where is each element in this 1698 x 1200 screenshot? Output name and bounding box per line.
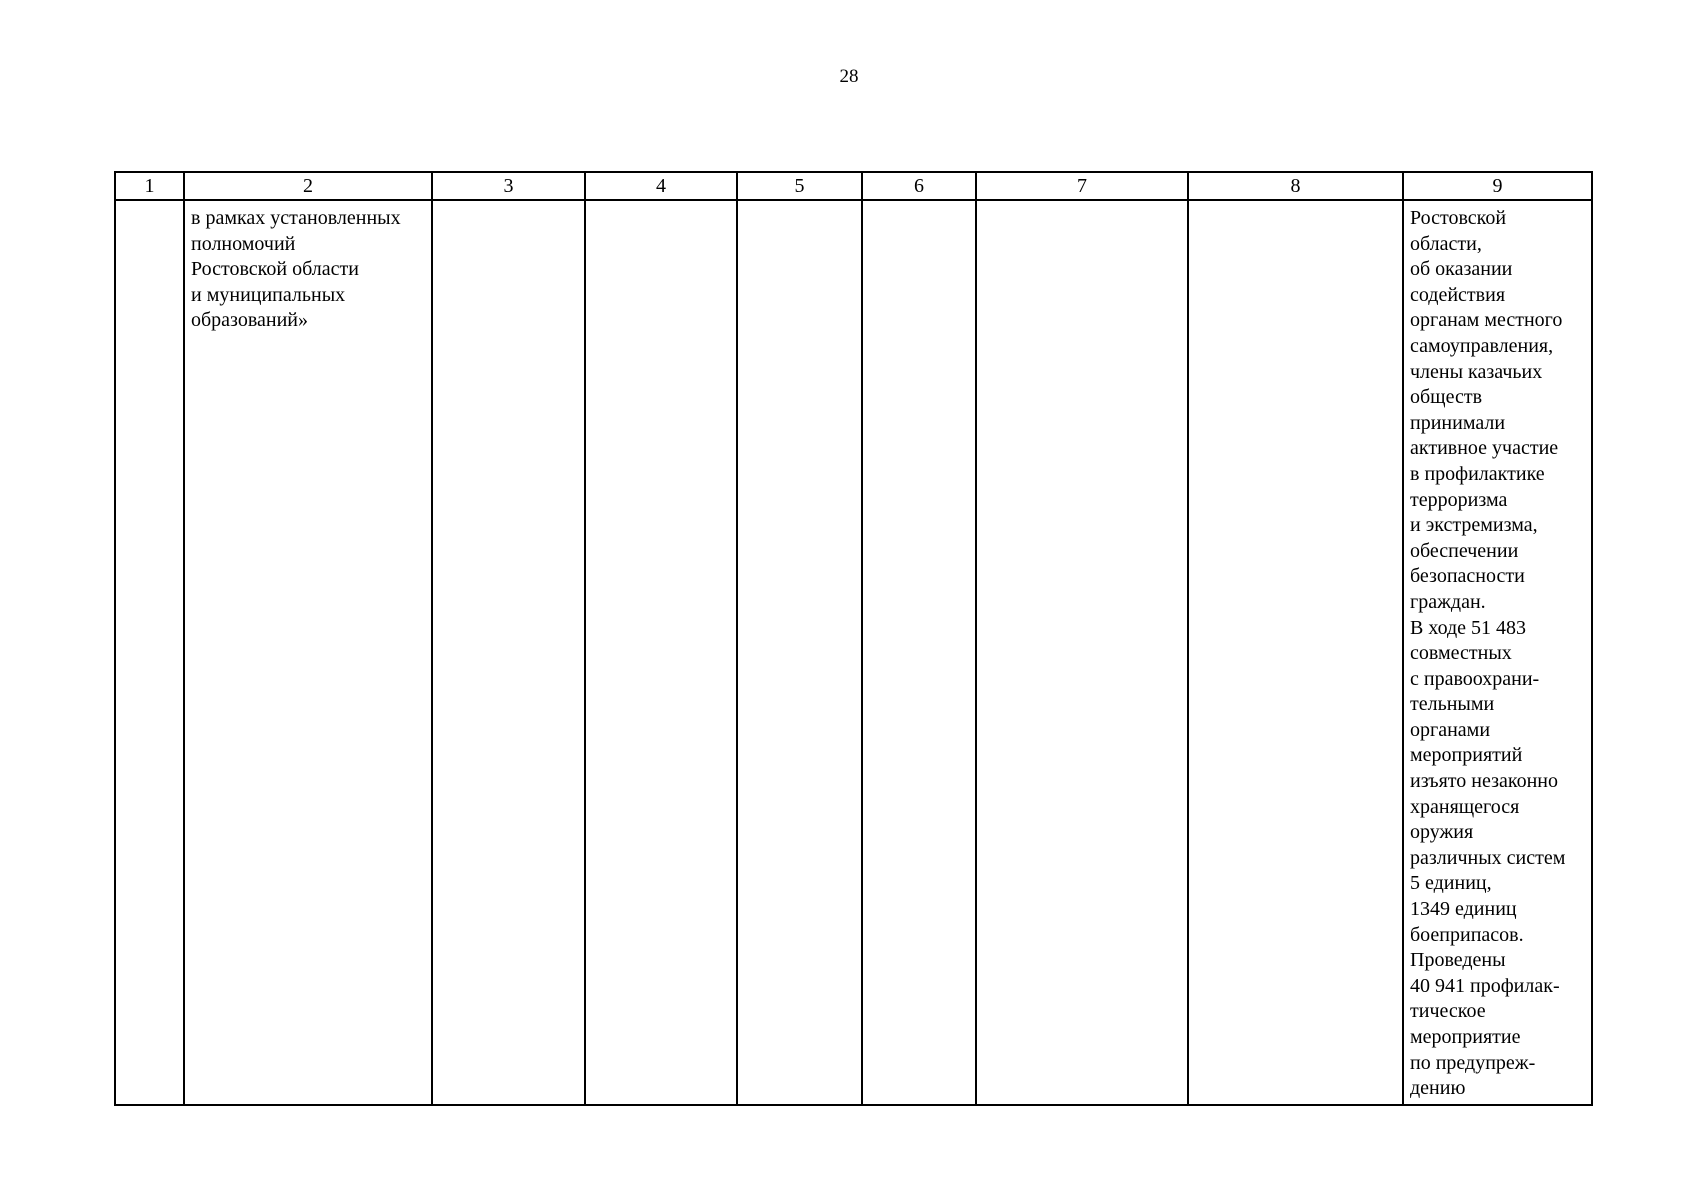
cell-col-4-text: [586, 201, 736, 206]
cell-col-7-text: [977, 201, 1187, 206]
cell-col-3: [432, 200, 585, 1105]
cell-col-6: [862, 200, 976, 1105]
cell-col-8-text: [1189, 201, 1402, 206]
page-number: 28: [839, 66, 859, 87]
cell-col-5: [737, 200, 862, 1105]
column-header-5: 5: [737, 172, 862, 200]
column-header-2: 2: [184, 172, 432, 200]
column-header-9: 9: [1403, 172, 1592, 200]
column-header-8: 8: [1188, 172, 1403, 200]
table-row: [115, 200, 1592, 1105]
cell-col-1-text: [116, 201, 183, 206]
cell-col-1: [115, 200, 184, 1105]
cell-col-2-text: в рамках установленных полномочий Ростовской области и муниципальных образований»: [191, 207, 401, 332]
column-header-6: 6: [862, 172, 976, 200]
column-header-7: 7: [976, 172, 1188, 200]
column-header-3: 3: [432, 172, 585, 200]
table-header-row: [115, 172, 1592, 200]
cell-col-8: [1188, 200, 1403, 1105]
cell-col-9-text: Ростовской области, об оказании содействия органам местного самоуправления, члены казачьих обществ принимали активное участие в профилактике терроризма и экстремизма, обеспечении безопасности граждан. В ходе 51 483 совместных с правоохрани- тельными органами мероприятий изъято незаконно хранящегося оружия различных систем 5 единиц, 1349 единиц боеприпасов. Проведены 40 941 профилак- тическое мероприятие по предупреж- дению: [1410, 207, 1566, 1100]
column-header-4: 4: [585, 172, 737, 200]
cell-col-7: [976, 200, 1188, 1105]
cell-col-6-text: [863, 201, 975, 206]
column-header-1: 1: [115, 172, 184, 200]
cell-col-2: [184, 200, 432, 1105]
cell-col-3-text: [433, 201, 584, 206]
cell-col-5-text: [738, 201, 861, 206]
document-table: [114, 171, 1593, 1106]
cell-col-4: [585, 200, 737, 1105]
cell-col-9: [1403, 200, 1592, 1105]
